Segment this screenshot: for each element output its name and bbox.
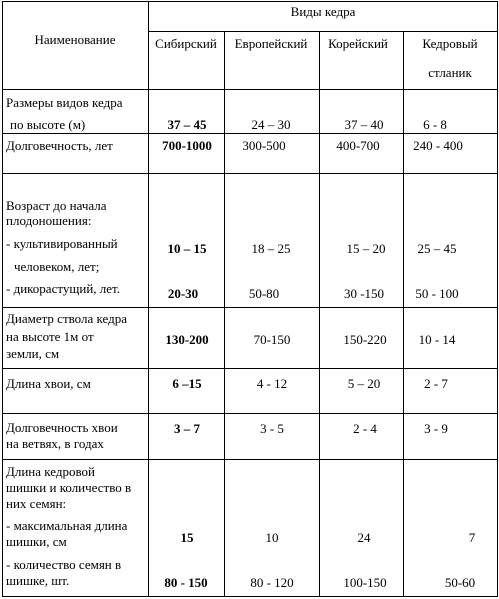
row-label: Размеры видов кедра	[6, 95, 123, 110]
cell-siberian: 3 – 7	[174, 421, 200, 436]
cell-siberian: 700-1000	[162, 138, 212, 153]
row-label: Длина хвои, см	[6, 376, 91, 391]
header-species-dwarf-2: стланик	[428, 65, 472, 80]
row-divider	[2, 307, 498, 308]
cell-siberian: 80 - 150	[164, 575, 208, 590]
cell-siberian: 37 – 45	[167, 117, 207, 132]
header-species-dwarf-1: Кедровый	[422, 36, 478, 51]
cell-dwarf: 240 - 400	[413, 138, 463, 153]
row-label: шишке, шт.	[6, 573, 70, 588]
cell-korean: 400-700	[336, 138, 380, 153]
row-label: человеком, лет;	[14, 259, 100, 274]
cell-siberian: 15	[180, 530, 194, 545]
table-border-bottom	[2, 596, 498, 597]
row-label: - дикорастущий, лет.	[6, 281, 120, 296]
table-border-right	[497, 1, 498, 597]
cell-korean: 100-150	[343, 575, 387, 590]
row-divider	[2, 89, 498, 90]
cell-european: 300-500	[242, 138, 286, 153]
row-label: шишки, см	[6, 534, 67, 549]
cell-european: 3 - 5	[260, 421, 284, 436]
header-species-european: Европейский	[234, 36, 308, 51]
cell-korean: 15 – 20	[346, 241, 386, 256]
cell-korean: 150-220	[343, 332, 387, 347]
cell-siberian: 20-30	[167, 286, 199, 301]
cell-dwarf: 6 - 8	[423, 117, 447, 132]
row-label: Долговечность, лет	[6, 138, 113, 153]
cell-siberian: 6 –15	[172, 376, 202, 391]
header-species-siberian: Сибирский	[155, 36, 217, 51]
cell-dwarf: 10 - 14	[418, 332, 456, 347]
row-divider	[2, 133, 498, 134]
cell-dwarf: 3 - 9	[424, 421, 448, 436]
cell-siberian: 130-200	[165, 332, 209, 347]
row-label: Возраст до начала	[6, 198, 107, 213]
cell-european: 80 - 120	[250, 575, 294, 590]
cell-european: 18 – 25	[251, 241, 291, 256]
row-label: по высоте (м)	[10, 117, 86, 132]
row-label: на ветвях, в годах	[6, 436, 104, 451]
row-divider	[2, 413, 498, 414]
cell-european: 4 - 12	[256, 376, 288, 391]
cell-korean: 30 -150	[343, 286, 385, 301]
row-label: на высоте 1м от	[6, 329, 94, 344]
row-label: - максимальная длина	[6, 518, 128, 533]
col-divider	[224, 31, 225, 597]
row-label: Длина кедровой	[6, 464, 96, 479]
row-label: земли, см	[6, 346, 60, 361]
row-label: - количество семян в	[6, 557, 122, 572]
row-label: плодоношения:	[6, 213, 92, 228]
header-species-korean: Корейский	[328, 36, 388, 51]
cell-dwarf: 50-60	[444, 575, 476, 590]
cell-european: 10	[265, 530, 279, 545]
row-label: них семян:	[6, 496, 67, 511]
col-divider	[148, 1, 149, 597]
col-divider	[403, 31, 404, 597]
header-name-col: Наименование	[34, 32, 116, 47]
cell-korean: 24	[357, 530, 371, 545]
cell-dwarf: 7	[468, 530, 476, 545]
row-label: Долговечность хвои	[6, 420, 118, 435]
row-divider	[2, 459, 498, 460]
table-border-left	[2, 1, 3, 597]
row-divider	[2, 173, 498, 174]
cell-korean: 37 – 40	[344, 117, 384, 132]
row-divider	[2, 368, 498, 369]
table-border-top	[2, 1, 498, 2]
cell-european: 24 – 30	[251, 117, 291, 132]
row-label: Диаметр ствола кедра	[6, 311, 127, 326]
cell-european: 50-80	[248, 286, 280, 301]
cell-dwarf: 2 - 7	[424, 376, 448, 391]
row-label: шишки и количество в	[6, 480, 132, 495]
cell-dwarf: 50 - 100	[415, 286, 459, 301]
col-divider	[319, 31, 320, 597]
row-label: - культивированный	[6, 236, 118, 251]
cell-korean: 2 - 4	[353, 421, 377, 436]
header-divider	[148, 31, 498, 32]
cell-european: 70-150	[253, 332, 291, 347]
header-group-title: Виды кедра	[290, 4, 356, 19]
cell-dwarf: 25 – 45	[417, 241, 457, 256]
cell-korean: 5 – 20	[347, 376, 381, 391]
cell-siberian: 10 – 15	[167, 241, 207, 256]
